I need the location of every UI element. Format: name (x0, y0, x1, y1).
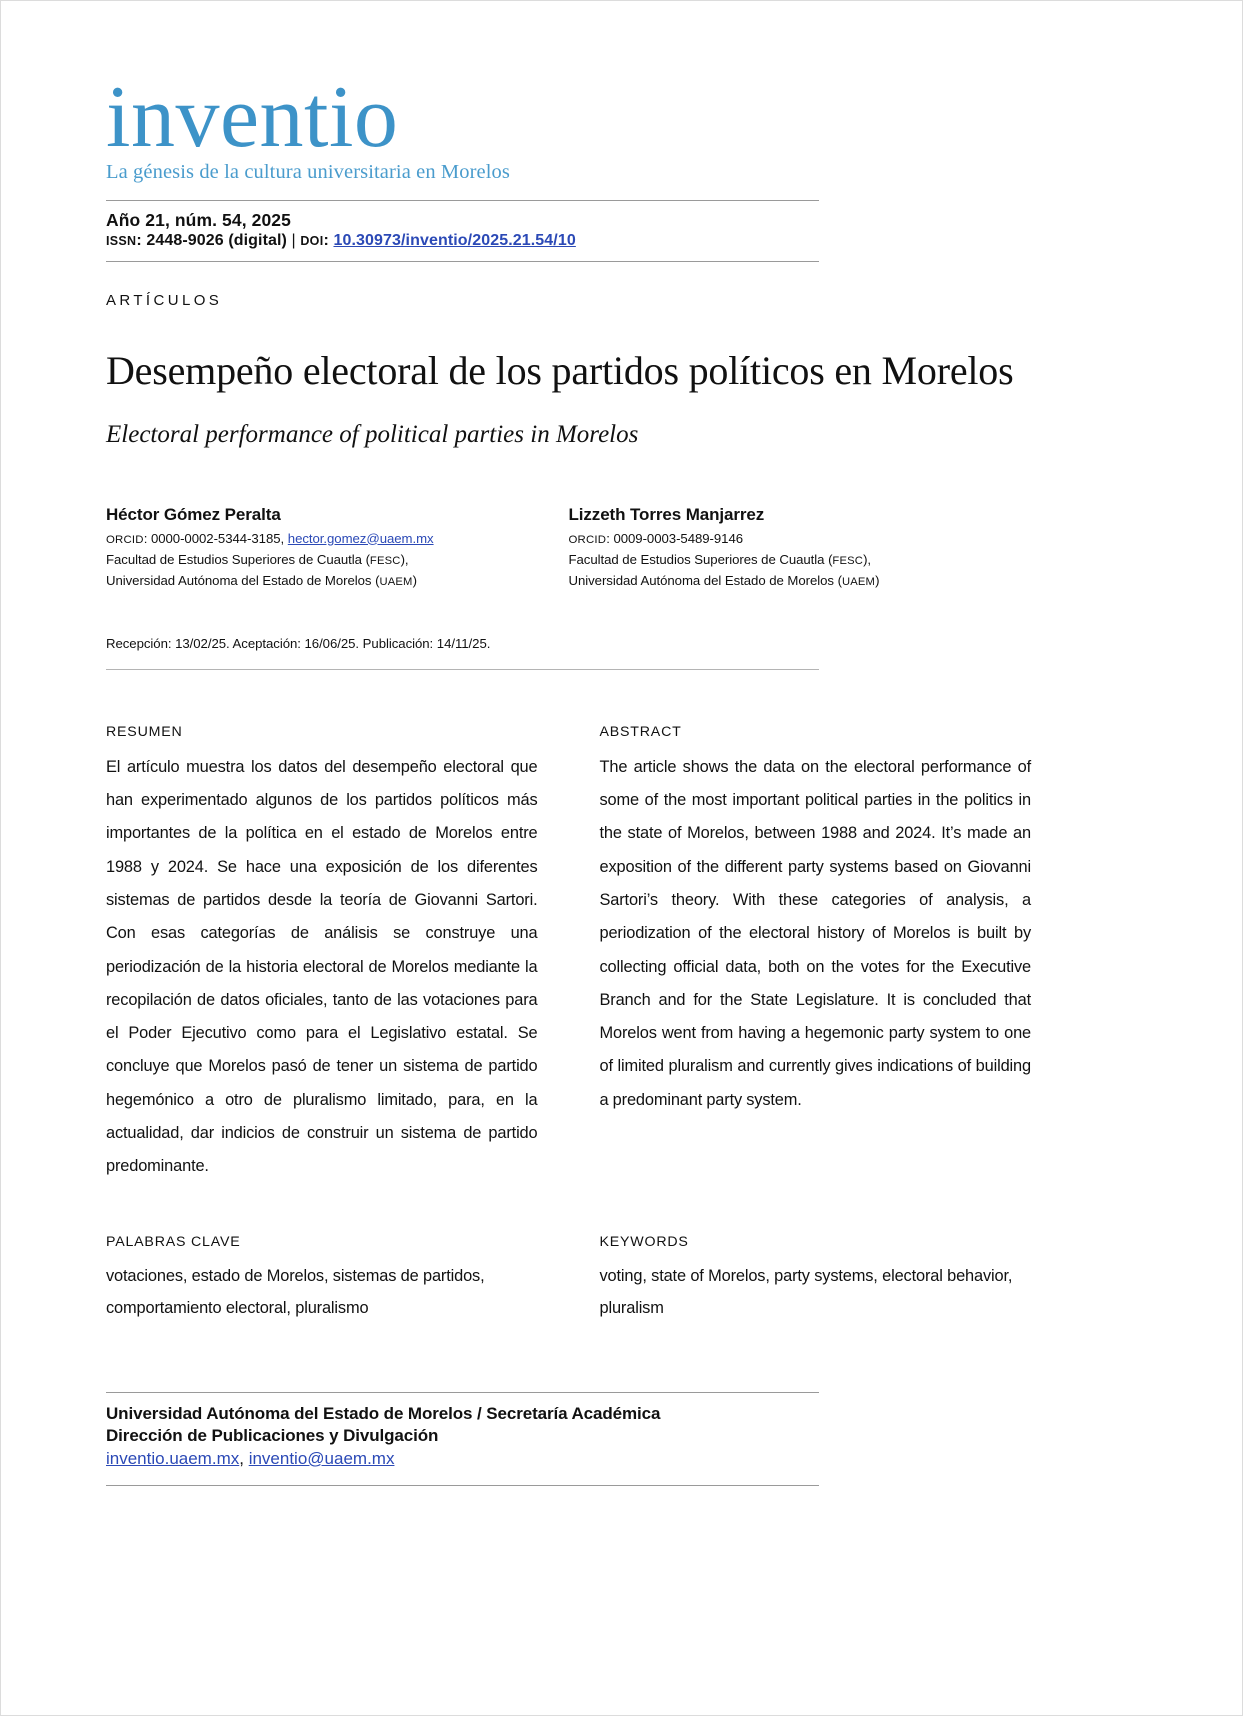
abstract-spanish-text: El artículo muestra los datos del desempeño electoral que han experimentado algunos de los partidos políticos más importantes de la política en el estado de Morelos entre 1988 y 2024. Se hace una exposición de los diferentes sistemas de partidos desde la teoría de Giovanni Sartori. Con esas categorías de análisis se construye una periodización de la historia electoral de Morelos mediante la recopilación de datos oficiales, tanto de las votaciones para el Poder Ejecutivo como para el Legislativo estatal. Se concluye que Morelos pasó de tener un sistema de partido hegemónico a otro de pluralismo limitado, para, en la actualidad, dar indicios de construir un sistema de partido predominante. (106, 757, 538, 1176)
abstract-english-text: The article shows the data on the electoral performance of some of the most important political parties in the politics in the state of Morelos, between 1988 and 2024. It’s made an exposition of the different party systems based on Giovanni Sartori’s theory. With these categories of analysis, a periodization of the electoral history of Morelos is built by collecting official data, both on the votes for the Executive Branch and for the State Legislature. It is concluded that Morelos went from having a hegemonic party system to one of limited pluralism and currently gives indications of building a predominant party system. (599, 757, 1031, 1109)
footer-divider-bottom (106, 1485, 819, 1486)
abstract-english (600, 724, 1032, 1200)
keywords-section (106, 1234, 1031, 1325)
affiliation-university-acronym: UAEM (841, 576, 876, 589)
masthead-divider (106, 200, 819, 201)
orcid-label: ORCID (106, 533, 144, 546)
author-orcid-line (569, 528, 1032, 549)
issn-colon: : (136, 231, 142, 249)
keywords-english-heading: KEYWORDS (599, 1234, 689, 1251)
keywords-spanish-heading: PALABRAS CLAVE (106, 1234, 241, 1251)
author-entry (569, 505, 1032, 592)
orcid-colon: : (606, 530, 610, 546)
issue-line: Año 21, núm. 54, 2025 (106, 209, 291, 230)
issn-value: 2448-9026 (digital) (146, 231, 287, 249)
article-title: Desempeño electoral de los partidos políticos en Morelos (106, 347, 1014, 393)
doi-label: DOI (300, 233, 324, 248)
affiliation-university-acronym-wrap: (UAEM) (375, 573, 417, 589)
doi-colon: : (323, 231, 329, 249)
abstract-spanish-heading: RESUMEN (106, 723, 183, 740)
affiliation-university-acronym-wrap: (UAEM) (837, 573, 880, 589)
orcid-value: 0000-0002-5344-3185 (150, 530, 281, 546)
footer-department: Dirección de Publicaciones y Divulgación (106, 1426, 439, 1446)
abstract-section (106, 724, 1031, 1200)
keywords-english (600, 1234, 1032, 1325)
orcid-label: ORCID (568, 533, 607, 546)
affiliation-faculty-acronym-wrap: (FESC), (828, 552, 872, 568)
orcid-colon: : (143, 530, 148, 546)
author-affiliation-line-2 (106, 570, 569, 591)
issn-doi-separator: | (291, 231, 296, 249)
doi-link[interactable]: 10.30973/inventio/2025.21.54/10 (333, 231, 576, 249)
orcid-comma: , (280, 530, 285, 546)
keywords-english-text: voting, state of Morelos, party systems, electoral behavior, pluralism (599, 1267, 1013, 1317)
keywords-spanish (106, 1234, 538, 1325)
author-block (106, 505, 1031, 592)
author-name: Héctor Gómez Peralta (106, 504, 281, 524)
footer-links-separator: , (239, 1448, 249, 1468)
footer-institution: Universidad Autónoma del Estado de Morelos / Secretaría Académica (106, 1404, 661, 1423)
affiliation-faculty-acronym: FESC (369, 555, 401, 568)
journal-tagline: La génesis de la cultura universitaria en Morelos (106, 160, 510, 183)
journal-masthead (106, 0, 1031, 262)
author-affiliation-line-1 (569, 549, 1032, 570)
publication-dates: Recepción: 13/02/25. Aceptación: 16/06/25. Publicación: 14/11/25. (106, 635, 491, 651)
affiliation-university: Universidad Autónoma del Estado de Morelos (106, 573, 372, 589)
issn-doi-line (106, 232, 1031, 250)
journal-logo: inventio (106, 69, 399, 166)
orcid-value: 0009-0003-5489-9146 (613, 530, 744, 546)
affiliation-faculty: Facultad de Estudios Superiores de Cuautla (568, 552, 825, 568)
author-entry (106, 505, 569, 592)
author-identifiers (106, 528, 569, 592)
article-subtitle: Electoral performance of political parties in Morelos (106, 420, 639, 448)
page-content (106, 0, 1031, 1325)
issn-label: ISSN (106, 233, 137, 248)
author-orcid-line (106, 528, 569, 549)
footer-divider-top (106, 1392, 819, 1393)
affiliation-faculty: Facultad de Estudios Superiores de Cuautla (106, 552, 362, 568)
abstract-english-heading: ABSTRACT (599, 723, 682, 740)
affiliation-faculty-acronym-wrap: (FESC), (365, 552, 409, 568)
affiliation-faculty-acronym: FESC (832, 555, 864, 568)
section-kicker: ARTÍCULOS (106, 291, 223, 309)
author-identifiers (569, 528, 1032, 592)
author-affiliation-line-1 (106, 549, 569, 570)
dates-divider (106, 669, 819, 670)
affiliation-university-acronym: UAEM (379, 576, 413, 589)
author-affiliation-line-2 (569, 570, 1032, 591)
page-footer (106, 1392, 819, 1486)
keywords-spanish-text: votaciones, estado de Morelos, sistemas de partidos, comportamiento electoral, pluralismo (106, 1267, 485, 1317)
footer-email-link[interactable]: inventio@uaem.mx (248, 1448, 395, 1468)
footer-website-link[interactable]: inventio.uaem.mx (106, 1448, 240, 1468)
abstract-spanish (106, 724, 538, 1200)
affiliation-university: Universidad Autónoma del Estado de Morelos (568, 573, 834, 589)
author-email-link[interactable]: hector.gomez@uaem.mx (287, 530, 434, 546)
author-name: Lizzeth Torres Manjarrez (568, 504, 765, 524)
masthead-divider-bottom (106, 261, 819, 262)
footer-links (106, 1449, 819, 1469)
